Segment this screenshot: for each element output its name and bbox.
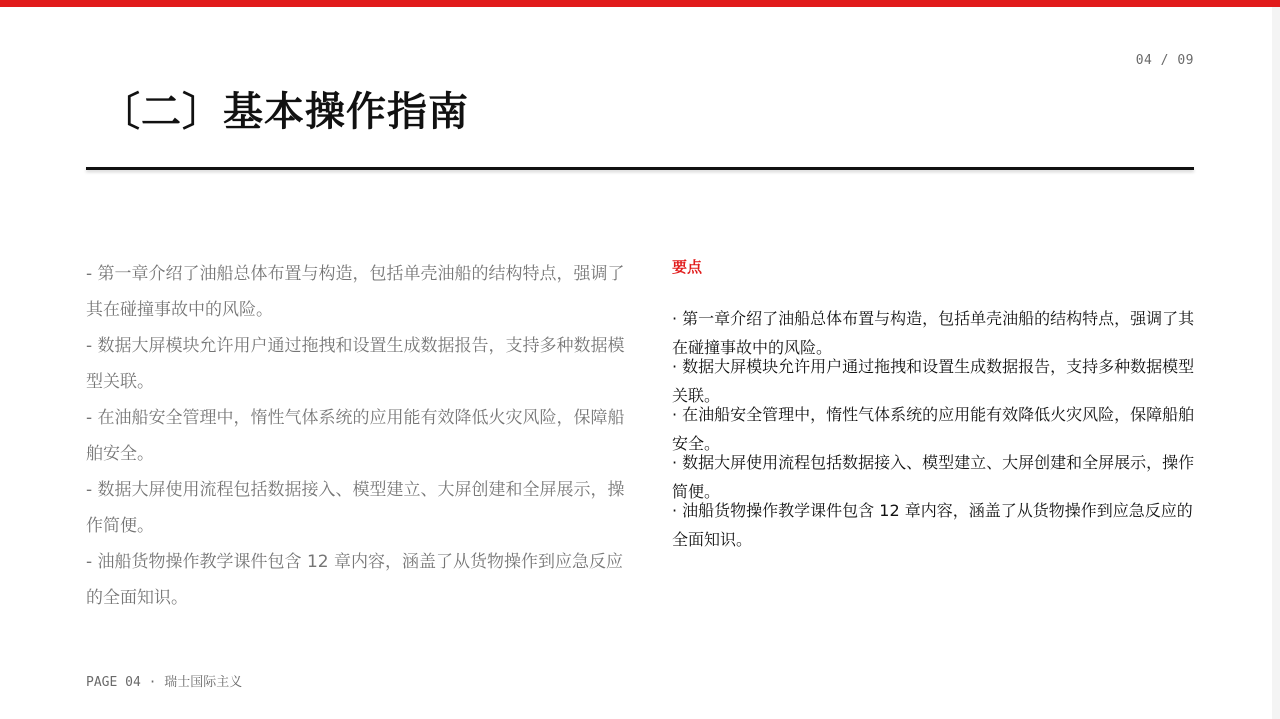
key-point-item: · 数据大屏使用流程包括数据接入、模型建立、大屏创建和全屏展示，操作简便。	[672, 453, 1195, 501]
key-points-list	[672, 304, 1202, 549]
list-item: - 第一章介绍了油船总体布置与构造，包括单壳油船的结构特点，强调了其在碰撞事故中的风险。	[86, 264, 625, 320]
footer-brand: 瑞士国际主义	[164, 675, 243, 690]
summary-list	[86, 256, 626, 616]
page-title: 〔二〕基本操作指南	[100, 89, 469, 135]
list-item: - 数据大屏使用流程包括数据接入、模型建立、大屏创建和全屏展示，操作简便。	[86, 480, 625, 536]
top-accent-bar	[0, 0, 1280, 7]
footer	[86, 671, 242, 690]
list-item: - 油船货物操作教学课件包含 12 章内容，涵盖了从货物操作到应急反应的全面知识。	[86, 552, 623, 608]
key-point-item: · 数据大屏模块允许用户通过拖拽和设置生成数据报告，支持多种数据模型关联。	[672, 357, 1195, 405]
title-divider	[86, 167, 1194, 170]
key-point-item: · 第一章介绍了油船总体布置与构造，包括单壳油船的结构特点，强调了其在碰撞事故中的风险。	[672, 309, 1195, 357]
list-item: - 在油船安全管理中，惰性气体系统的应用能有效降低火灾风险，保障船舶安全。	[86, 408, 625, 464]
key-points-heading: 要点	[672, 258, 703, 276]
key-point-item: · 油船货物操作教学课件包含 12 章内容，涵盖了从货物操作到应急反应的全面知识。	[672, 501, 1193, 549]
list-item: - 数据大屏模块允许用户通过拖拽和设置生成数据报告，支持多种数据模型关联。	[86, 336, 625, 392]
page-counter: 04 / 09	[1135, 53, 1194, 68]
key-point-item: · 在油船安全管理中，惰性气体系统的应用能有效降低火灾风险，保障船舶安全。	[672, 405, 1195, 453]
footer-page-label: PAGE 04 ·	[86, 675, 165, 690]
right-edge-strip	[1272, 7, 1280, 719]
